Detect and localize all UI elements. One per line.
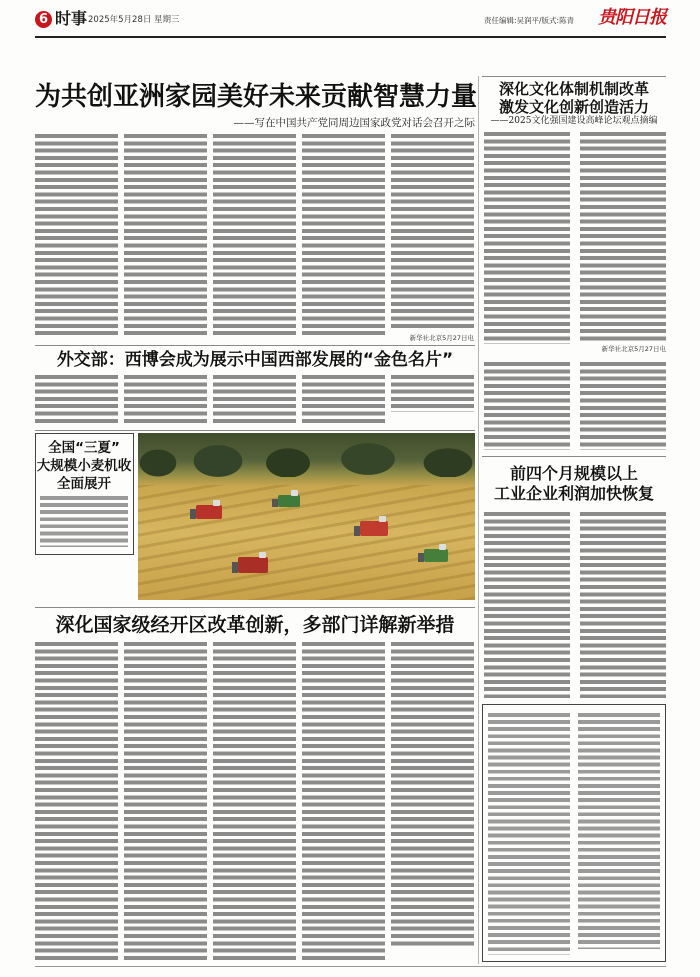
article-text-column — [213, 134, 296, 338]
article-text-column — [124, 375, 207, 426]
devzones-headline: 深化国家级经开区改革创新，多部门详解新举措 — [55, 614, 455, 636]
section-divider — [35, 345, 475, 346]
article-text-column — [391, 642, 474, 946]
section-divider — [35, 430, 475, 431]
article-text-column — [391, 375, 474, 412]
article-text-column — [213, 642, 296, 960]
lead-subheadline: ——写在中国共产党同周边国家政党对话会召开之际 — [233, 117, 475, 129]
section-divider — [482, 456, 666, 457]
combine-harvester — [360, 521, 388, 536]
article-text-column — [35, 134, 118, 338]
article-text-column — [35, 642, 118, 960]
article-text-column — [391, 134, 474, 331]
lead-headline: 为共创亚洲家园美好未来贡献智慧力量 — [35, 82, 478, 112]
article-text-column — [484, 362, 570, 450]
article-text-column — [302, 134, 385, 338]
wheat-news-box — [35, 433, 134, 555]
section-title: 时事 — [55, 9, 88, 28]
article-text-column — [580, 132, 666, 342]
combine-harvester — [196, 505, 222, 519]
article-text-column — [578, 713, 660, 949]
newspaper-logo: 贵阳日报 — [598, 7, 666, 28]
wheat-headline-line1: 全国“三夏” — [48, 440, 120, 456]
column-divider — [478, 76, 479, 964]
article-text-column — [124, 134, 207, 338]
right-top-rule — [482, 76, 666, 77]
article-text-column — [580, 362, 666, 450]
combine-harvester — [238, 557, 268, 573]
header-rule — [35, 36, 666, 38]
article-text-column — [484, 132, 570, 344]
section-divider — [35, 607, 475, 608]
lead-byline: 新华社北京5月27日电 — [409, 334, 474, 342]
issue-date: 2025年5月28日 星期三 — [88, 15, 180, 25]
editor-credits: 责任编辑:吴润平/版式:陈青 — [484, 16, 575, 25]
footer-rule — [35, 966, 666, 967]
culture-byline: 新华社北京5月27日电 — [601, 345, 666, 353]
combine-harvester — [424, 549, 448, 562]
wheat-harvest-photo — [138, 433, 475, 600]
wheat-headline-line2: 大规模小麦机收 — [36, 458, 132, 474]
article-text-column — [302, 375, 385, 426]
wheat-headline-line3: 全面展开 — [57, 476, 111, 492]
culture-headline-line2: 激发文化创新创造活力 — [498, 98, 649, 116]
article-text-column — [302, 642, 385, 960]
commentary-box — [482, 704, 666, 962]
industry-headline-line1: 前四个月规模以上 — [509, 464, 638, 483]
industry-headline-line2: 工业企业利润加快恢复 — [493, 484, 654, 503]
combine-harvester — [278, 495, 300, 507]
expo-headline: 外交部：西博会成为展示中国西部发展的“金色名片” — [56, 350, 454, 370]
page-number-badge: 6 — [35, 11, 52, 28]
field-rows — [138, 485, 475, 600]
culture-headline-line1: 深化文化体制机制改革 — [498, 80, 649, 98]
culture-subheadline: ——2025文化强国建设高峰论坛观点摘编 — [490, 116, 658, 126]
article-text-column — [484, 512, 570, 698]
article-text-column — [580, 512, 666, 698]
tree-line — [138, 433, 475, 477]
article-text-column — [213, 375, 296, 426]
article-text-column — [124, 642, 207, 960]
article-text-column — [40, 496, 128, 547]
article-text-column — [35, 375, 118, 426]
article-text-column — [488, 713, 570, 955]
